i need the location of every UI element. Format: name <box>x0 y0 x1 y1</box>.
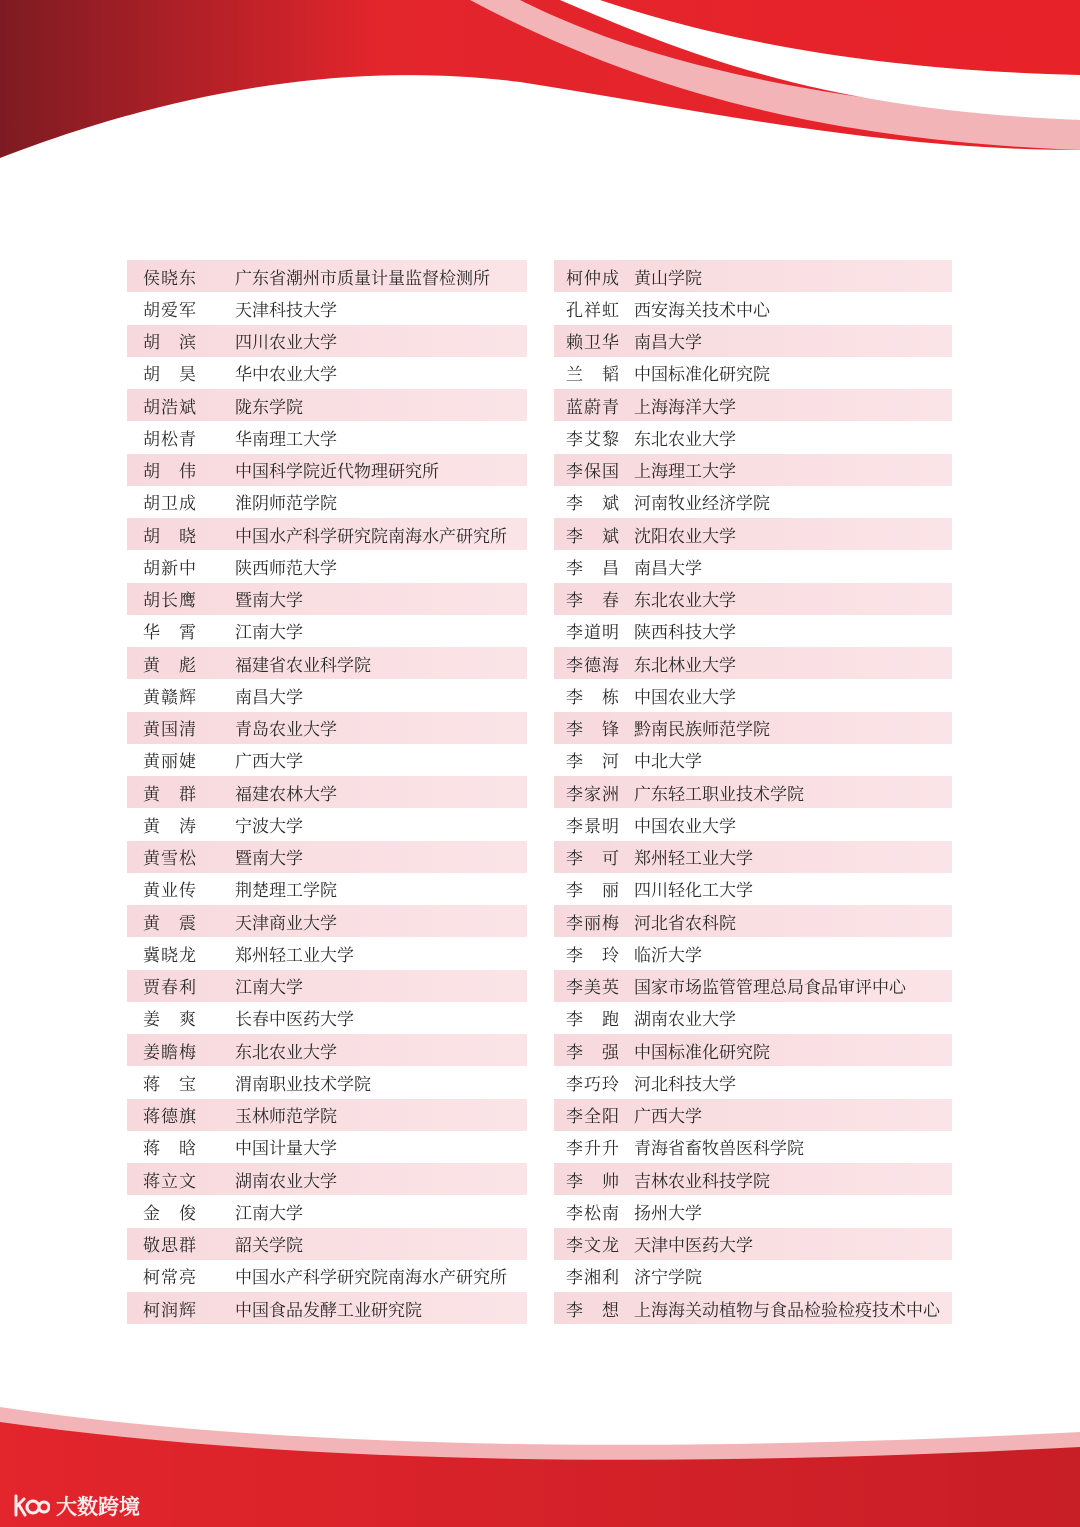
member-name: 胡松青 <box>143 429 197 450</box>
list-item <box>554 518 952 550</box>
member-name: 李 帅 <box>566 1171 620 1192</box>
member-name: 李 栋 <box>566 687 620 708</box>
list-item <box>554 486 952 518</box>
list-item <box>127 1131 527 1163</box>
bottom-banner-decoration <box>0 1377 1080 1527</box>
list-item <box>554 1002 952 1034</box>
member-organization: 陕西师范大学 <box>235 558 337 579</box>
member-organization: 暨南大学 <box>235 591 303 612</box>
member-name: 李 想 <box>566 1300 620 1321</box>
list-item <box>127 647 527 679</box>
member-organization: 中国标准化研究院 <box>634 1042 770 1063</box>
member-organization: 长春中医药大学 <box>235 1010 354 1031</box>
list-item <box>554 776 952 808</box>
member-name: 柯仲成 <box>566 268 620 289</box>
member-name: 蒋 晗 <box>143 1139 197 1160</box>
list-item <box>554 873 952 905</box>
member-name: 李家洲 <box>566 784 620 805</box>
list-item <box>127 744 527 776</box>
member-name: 孔祥虹 <box>566 300 620 321</box>
member-organization: 河北科技大学 <box>634 1074 736 1095</box>
member-list <box>127 260 952 1324</box>
member-name: 兰 韬 <box>566 365 620 386</box>
member-name: 胡长鹰 <box>143 591 197 612</box>
list-item <box>127 421 527 453</box>
member-name: 李美英 <box>566 978 620 999</box>
member-organization: 南昌大学 <box>235 687 303 708</box>
member-name: 李 春 <box>566 591 620 612</box>
member-name: 李德海 <box>566 655 620 676</box>
member-name: 李 斌 <box>566 526 620 547</box>
member-name: 蓝蔚青 <box>566 397 620 418</box>
list-item <box>127 1163 527 1195</box>
list-item <box>554 1163 952 1195</box>
list-item <box>127 550 527 582</box>
member-name: 胡 伟 <box>143 462 197 483</box>
list-item <box>127 712 527 744</box>
member-organization: 玉林师范学院 <box>235 1107 337 1128</box>
member-name: 李道明 <box>566 623 620 644</box>
member-name: 李 斌 <box>566 494 620 515</box>
member-organization: 天津科技大学 <box>235 300 337 321</box>
member-organization: 宁波大学 <box>235 816 303 837</box>
member-organization: 天津中医药大学 <box>634 1236 753 1257</box>
list-item <box>127 1195 527 1227</box>
member-organization: 湖南农业大学 <box>235 1171 337 1192</box>
list-item <box>127 905 527 937</box>
list-item <box>554 679 952 711</box>
list-item <box>127 615 527 647</box>
member-organization: 陕西科技大学 <box>634 623 736 644</box>
member-name: 贾春利 <box>143 978 197 999</box>
member-organization: 广西大学 <box>235 752 303 773</box>
member-name: 李巧玲 <box>566 1074 620 1095</box>
member-name: 李艾黎 <box>566 429 620 450</box>
list-item <box>127 357 527 389</box>
list-item <box>554 744 952 776</box>
list-item <box>554 389 952 421</box>
member-organization: 中国水产科学研究院南海水产研究所 <box>235 526 507 547</box>
left-column <box>127 260 527 1324</box>
list-item <box>554 1066 952 1098</box>
list-item <box>554 1099 952 1131</box>
member-name: 黄业传 <box>143 881 197 902</box>
member-name: 李 可 <box>566 849 620 870</box>
member-organization: 华中农业大学 <box>235 365 337 386</box>
member-organization: 陇东学院 <box>235 397 303 418</box>
member-organization: 中国水产科学研究院南海水产研究所 <box>235 1268 507 1289</box>
member-name: 黄国清 <box>143 720 197 741</box>
member-organization: 河南牧业经济学院 <box>634 494 770 515</box>
member-name: 李全阳 <box>566 1107 620 1128</box>
member-organization: 南昌大学 <box>634 333 702 354</box>
member-organization: 扬州大学 <box>634 1203 702 1224</box>
list-item <box>127 1292 527 1324</box>
list-item <box>127 1228 527 1260</box>
list-item <box>554 1228 952 1260</box>
member-organization: 淮阴师范学院 <box>235 494 337 515</box>
member-organization: 中国农业大学 <box>634 816 736 837</box>
member-organization: 广东轻工职业技术学院 <box>634 784 804 805</box>
member-organization: 中国科学院近代物理研究所 <box>235 462 439 483</box>
member-organization: 中国农业大学 <box>634 687 736 708</box>
list-item <box>554 260 952 292</box>
member-organization: 四川农业大学 <box>235 333 337 354</box>
member-name: 李 昌 <box>566 558 620 579</box>
member-name: 李丽梅 <box>566 913 620 934</box>
member-organization: 四川轻化工大学 <box>634 881 753 902</box>
member-name: 黄雪松 <box>143 849 197 870</box>
member-name: 胡 滨 <box>143 333 197 354</box>
member-organization: 东北农业大学 <box>634 591 736 612</box>
list-item <box>127 1099 527 1131</box>
member-name: 黄丽婕 <box>143 752 197 773</box>
list-item <box>554 1292 952 1324</box>
member-organization: 江南大学 <box>235 623 303 644</box>
member-organization: 国家市场监管管理总局食品审评中心 <box>634 978 906 999</box>
member-organization: 江南大学 <box>235 1203 303 1224</box>
member-name: 李 强 <box>566 1042 620 1063</box>
member-organization: 中国标准化研究院 <box>634 365 770 386</box>
member-organization: 上海理工大学 <box>634 462 736 483</box>
member-name: 李 玲 <box>566 945 620 966</box>
list-item <box>127 679 527 711</box>
list-item <box>127 841 527 873</box>
list-item <box>127 260 527 292</box>
list-item <box>127 970 527 1002</box>
list-item <box>127 325 527 357</box>
member-organization: 济宁学院 <box>634 1268 702 1289</box>
member-organization: 广东省潮州市质量计量监督检测所 <box>235 268 490 289</box>
watermark-text: 大数跨境 <box>56 1495 140 1519</box>
member-organization: 沈阳农业大学 <box>634 526 736 547</box>
list-item <box>127 1066 527 1098</box>
member-name: 姜瞻梅 <box>143 1042 197 1063</box>
list-item <box>554 905 952 937</box>
list-item <box>554 615 952 647</box>
member-name: 李 跑 <box>566 1010 620 1031</box>
member-name: 胡爱军 <box>143 300 197 321</box>
list-item <box>554 970 952 1002</box>
list-item <box>127 808 527 840</box>
list-item <box>554 1195 952 1227</box>
kdo-logo-icon <box>12 1493 50 1519</box>
member-name: 李保国 <box>566 462 620 483</box>
member-name: 金 俊 <box>143 1203 197 1224</box>
list-item <box>127 1034 527 1066</box>
member-organization: 福建省农业科学院 <box>235 655 371 676</box>
member-organization: 黄山学院 <box>634 268 702 289</box>
member-name: 李 丽 <box>566 881 620 902</box>
member-organization: 东北农业大学 <box>235 1042 337 1063</box>
member-organization: 黔南民族师范学院 <box>634 720 770 741</box>
list-item <box>554 325 952 357</box>
list-item <box>127 1002 527 1034</box>
watermark <box>12 1491 140 1521</box>
member-name: 冀晓龙 <box>143 945 197 966</box>
member-name: 胡 晓 <box>143 526 197 547</box>
member-organization: 上海海关动植物与食品检验检疫技术中心 <box>634 1300 940 1321</box>
list-item <box>127 292 527 324</box>
member-organization: 韶关学院 <box>235 1236 303 1257</box>
member-organization: 湖南农业大学 <box>634 1010 736 1031</box>
member-organization: 河北省农科院 <box>634 913 736 934</box>
list-item <box>554 1034 952 1066</box>
member-name: 胡 昊 <box>143 365 197 386</box>
member-organization: 渭南职业技术学院 <box>235 1074 371 1095</box>
list-item <box>554 583 952 615</box>
member-name: 李升升 <box>566 1139 620 1160</box>
member-organization: 郑州轻工业大学 <box>634 849 753 870</box>
member-name: 柯常亮 <box>143 1268 197 1289</box>
member-name: 李湘利 <box>566 1268 620 1289</box>
member-organization: 江南大学 <box>235 978 303 999</box>
member-name: 黄 震 <box>143 913 197 934</box>
member-organization: 荆楚理工学院 <box>235 881 337 902</box>
list-item <box>127 389 527 421</box>
list-item <box>127 1260 527 1292</box>
list-item <box>554 292 952 324</box>
member-organization: 东北林业大学 <box>634 655 736 676</box>
list-item <box>554 937 952 969</box>
member-name: 李 河 <box>566 752 620 773</box>
member-organization: 广西大学 <box>634 1107 702 1128</box>
member-organization: 天津商业大学 <box>235 913 337 934</box>
list-item <box>554 647 952 679</box>
list-item <box>554 841 952 873</box>
list-item <box>554 1131 952 1163</box>
member-name: 蒋 宝 <box>143 1074 197 1095</box>
list-item <box>554 808 952 840</box>
member-name: 蒋立文 <box>143 1171 197 1192</box>
member-name: 李 锋 <box>566 720 620 741</box>
member-organization: 东北农业大学 <box>634 429 736 450</box>
member-name: 胡新中 <box>143 558 197 579</box>
list-item <box>554 712 952 744</box>
member-organization: 郑州轻工业大学 <box>235 945 354 966</box>
list-item <box>127 454 527 486</box>
member-name: 黄 彪 <box>143 655 197 676</box>
member-organization: 中国食品发酵工业研究院 <box>235 1300 422 1321</box>
member-organization: 华南理工大学 <box>235 429 337 450</box>
member-name: 姜 爽 <box>143 1010 197 1031</box>
member-organization: 暨南大学 <box>235 849 303 870</box>
list-item <box>554 550 952 582</box>
member-name: 蒋德旗 <box>143 1107 197 1128</box>
member-name: 黄 涛 <box>143 816 197 837</box>
right-column <box>554 260 952 1324</box>
member-name: 黄 群 <box>143 784 197 805</box>
member-name: 胡卫成 <box>143 494 197 515</box>
list-item <box>554 454 952 486</box>
member-name: 胡浩斌 <box>143 397 197 418</box>
member-organization: 福建农林大学 <box>235 784 337 805</box>
list-item <box>127 873 527 905</box>
member-organization: 青岛农业大学 <box>235 720 337 741</box>
member-name: 侯晓东 <box>143 268 197 289</box>
member-name: 敬思群 <box>143 1236 197 1257</box>
member-organization: 西安海关技术中心 <box>634 300 770 321</box>
list-item <box>554 1260 952 1292</box>
list-item <box>127 937 527 969</box>
member-organization: 上海海洋大学 <box>634 397 736 418</box>
member-name: 黄赣辉 <box>143 687 197 708</box>
list-item <box>127 776 527 808</box>
list-item <box>127 518 527 550</box>
member-organization: 临沂大学 <box>634 945 702 966</box>
list-item <box>554 357 952 389</box>
list-item <box>127 486 527 518</box>
member-organization: 中北大学 <box>634 752 702 773</box>
member-name: 华 霄 <box>143 623 197 644</box>
member-name: 柯润辉 <box>143 1300 197 1321</box>
member-organization: 南昌大学 <box>634 558 702 579</box>
member-name: 李文龙 <box>566 1236 620 1257</box>
list-item <box>554 421 952 453</box>
member-name: 李松南 <box>566 1203 620 1224</box>
member-organization: 吉林农业科技学院 <box>634 1171 770 1192</box>
top-banner-decoration <box>0 0 1080 200</box>
list-item <box>127 583 527 615</box>
member-name: 李景明 <box>566 816 620 837</box>
member-name: 赖卫华 <box>566 333 620 354</box>
member-organization: 中国计量大学 <box>235 1139 337 1160</box>
member-organization: 青海省畜牧兽医科学院 <box>634 1139 804 1160</box>
